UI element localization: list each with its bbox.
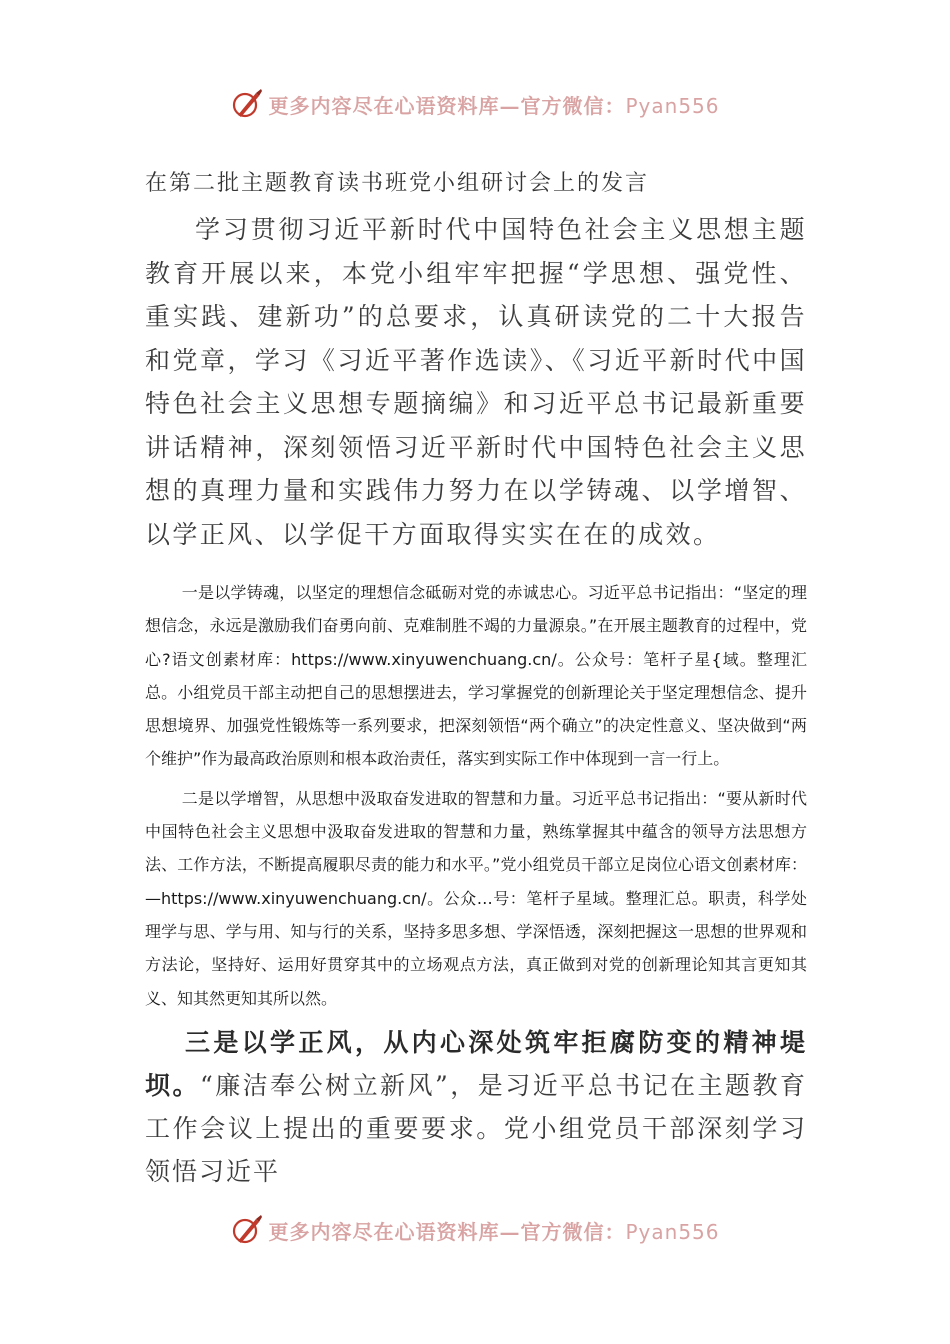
section-1-paragraph: 一是以学铸魂，以坚定的理想信念砥砺对党的赤诚忠心。习近平总书记指出：“坚定的理想信念，永远是激励我们奋勇向前、克难制胜不竭的力量源泉。”在开展主题教育的过程中，党心?语文创素材库：https://www.xinyuwenchuang.cn/。公众号：笔杆子星{域。整理汇总。小组党员干部主动把自己的思想摆进去，学习掌握党的创新理论关于坚定理想信念、提升思想境界、加强党性锻炼等一系列要求，把深刻领悟“两个确立”的决定性意义、坚决做到“两个维护”作为最高政治原则和根本政治责任，落实到实际工作中体现到一言一行上。 [145, 583, 807, 769]
pen-nib-circle-icon [230, 1213, 264, 1247]
footer-banner [0, 1210, 950, 1250]
pen-nib-circle-icon [230, 87, 264, 121]
section-3-paragraph [145, 1021, 807, 1193]
section-3-heading: 三是以学正风，从内心深处筑牢拒腐防变的精神堤坝。 [145, 1027, 807, 1100]
document-title: 在第二批主题教育读书班党小组研讨会上的发言 [145, 171, 650, 196]
lead-paragraph: 学习贯彻习近平新时代中国特色社会主义思想主题教育开展以来，本党小组牢牢把握“学思想、强党性、重实践、建新功”的总要求，认真研读党的二十大报告和党章，学习《习近平著作选读》、《习近平新时代中国特色社会主义思想专题摘编》和习近平总书记最新重要讲话精神，深刻领悟习近平新时代中国特色社会主义思想的真理力量和实践伟力努力在以学铸魂、以学增智、以学正风、以学促干方面取得实实在在的成效。 [145, 215, 807, 549]
header-banner [0, 84, 950, 124]
section-3-body: “廉洁奉公树立新风”，是习近平总书记在主题教育工作会议上提出的重要要求。党小组党员干部深刻学习领悟习近平 [145, 1070, 807, 1186]
document-body [145, 164, 807, 1193]
header-banner-text: 更多内容尽在心语资料库—官方微信：Pyan556 [268, 93, 720, 118]
header-wechat-id: Pyan556 [625, 93, 720, 118]
section-2-paragraph: 二是以学增智，从思想中汲取奋发进取的智慧和力量。习近平总书记指出：“要从新时代中国特色社会主义思想中汲取奋发进取的智慧和力量，熟练掌握其中蕴含的领导方法思想方法、工作方法，不断提高履职尽责的能力和水平。”党小组党员干部立足岗位心语文创素材库：—https://www.xinyuwenchuang.cn/。公众…号：笔杆子星域。整理汇总。职责，科学处理学与思、学与用、知与行的关系，坚持多思多想、学深悟透，深刻把握这一思想的世界观和方法论，坚持好、运用好贯穿其中的立场观点方法，真正做到对党的创新理论知其言更知其义、知其然更知其所以然。 [145, 788, 807, 1008]
footer-wechat-id: Pyan556 [625, 1219, 720, 1244]
footer-banner-text: 更多内容尽在心语资料库—官方微信：Pyan556 [268, 1219, 720, 1244]
